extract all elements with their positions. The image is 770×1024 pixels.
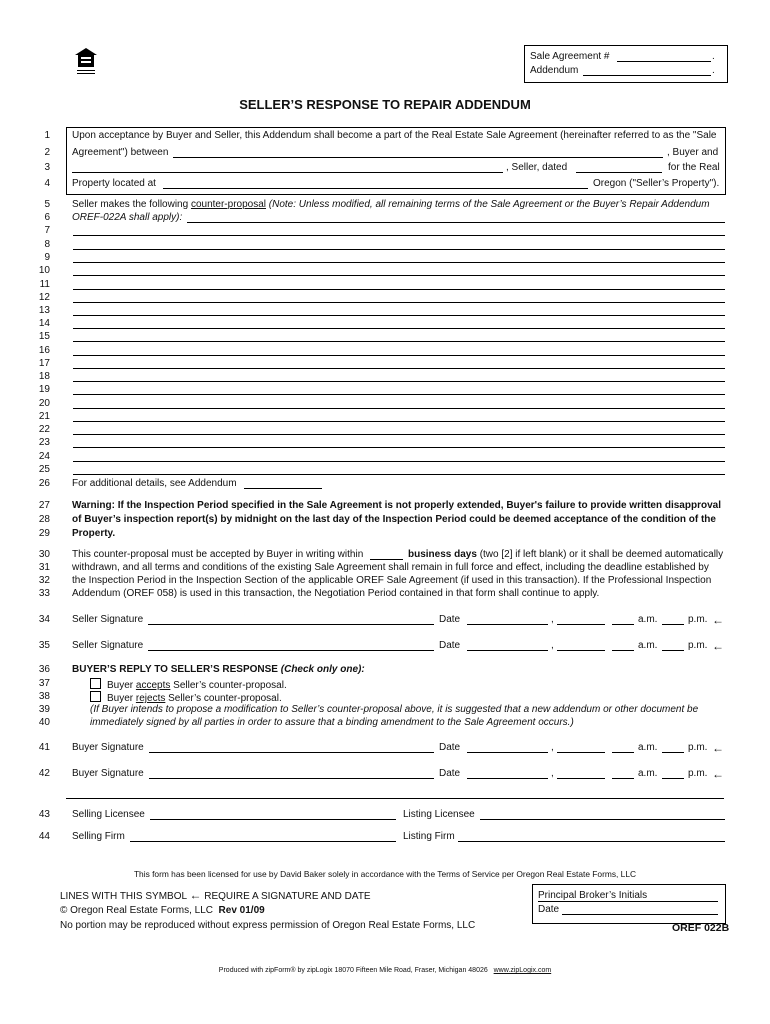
line-number: 38: [38, 691, 50, 702]
am-label: a.m.: [638, 768, 658, 779]
line-number: 35: [38, 640, 50, 651]
line-number: 39: [38, 704, 50, 715]
pm-label: p.m.: [688, 614, 708, 625]
principal-broker-date-label: Date: [538, 904, 560, 915]
buyer-reply-heading: BUYER’S REPLY TO SELLER’S RESPONSE (Check only one):: [72, 664, 365, 675]
selling-licensee-label: Selling Licensee: [72, 809, 145, 820]
page-title: SELLER’S RESPONSE TO REPAIR ADDENDUM: [239, 97, 531, 112]
warning-line-29: Property.: [72, 528, 116, 539]
ampm-field[interactable]: [662, 778, 684, 779]
counter-proposal-line[interactable]: [73, 315, 725, 316]
listing-firm-label: Listing Firm: [403, 831, 455, 842]
line-number: 27: [38, 500, 50, 511]
line-number: 5: [44, 199, 50, 210]
warning-line-27: Warning: If the Inspection Period specified in the Sale Agreement is not properly extended, Buyer's failure to provide written disapproval: [72, 500, 721, 511]
agreement-date-field[interactable]: [576, 172, 662, 173]
counter-proposal-line[interactable]: [73, 368, 725, 369]
acceptance-line-31: withdrawn, and all terms and conditions of the existing Sale Agreement shall remain in full force and effect, including the deadline established by: [72, 562, 709, 573]
line-number: 9: [44, 252, 50, 263]
ampm-field[interactable]: [662, 624, 684, 625]
date-field[interactable]: [467, 624, 548, 625]
seller-signature-field[interactable]: [148, 624, 434, 625]
seller-names-field[interactable]: [72, 172, 503, 173]
line-number: 25: [38, 464, 50, 475]
am-label: a.m.: [638, 614, 658, 625]
listing-licensee-label: Listing Licensee: [403, 809, 475, 820]
pm-label: p.m.: [688, 742, 708, 753]
date-label: Date: [439, 640, 461, 651]
intro-line-4a: Property located at: [72, 178, 156, 189]
selling-firm-field[interactable]: [130, 841, 396, 842]
line-number: 21: [38, 411, 50, 422]
signature-arrow-icon: ←: [712, 741, 724, 755]
buyer-signature-label: Buyer Signature: [72, 768, 144, 779]
counter-proposal-line[interactable]: [73, 289, 725, 290]
line-number: 1: [44, 130, 50, 141]
date-comma: ,: [551, 742, 554, 753]
line-number: 34: [38, 614, 50, 625]
principal-broker-initials-field[interactable]: [538, 901, 718, 902]
year-field[interactable]: [557, 752, 605, 753]
counter-field-6[interactable]: [187, 222, 725, 223]
line-number: 23: [38, 437, 50, 448]
ampm-field[interactable]: [662, 650, 684, 651]
equal-housing-logo: [74, 47, 98, 77]
time-field[interactable]: [612, 752, 634, 753]
counter-proposal-line[interactable]: [73, 461, 725, 462]
line-number: 18: [38, 371, 50, 382]
date-field[interactable]: [467, 778, 548, 779]
year-field[interactable]: [557, 778, 605, 779]
seller-signature-field[interactable]: [148, 650, 434, 651]
date-label: Date: [439, 614, 461, 625]
rejects-checkbox[interactable]: [90, 691, 101, 702]
line-number: 11: [39, 279, 50, 290]
line-number: 6: [44, 212, 50, 223]
date-field[interactable]: [467, 650, 548, 651]
counter-proposal-line[interactable]: [73, 381, 725, 382]
year-field[interactable]: [557, 624, 605, 625]
property-address-field[interactable]: [163, 188, 588, 189]
ampm-field[interactable]: [662, 752, 684, 753]
pm-label: p.m.: [688, 640, 708, 651]
time-field[interactable]: [612, 624, 634, 625]
signature-symbol-note: LINES WITH THIS SYMBOL ← REQUIRE A SIGNATURE AND DATE: [60, 888, 371, 902]
buyer-names-field[interactable]: [173, 157, 663, 158]
date-label: Date: [439, 742, 461, 753]
line-number: 13: [38, 305, 50, 316]
line-number: 41: [38, 742, 50, 753]
buyer-reply-line-39: (If Buyer intends to propose a modification to Seller’s counter-proposal above, it is suggested that a new addendum or other document be: [90, 704, 699, 715]
pm-label: p.m.: [688, 768, 708, 779]
line-number: 43: [38, 809, 50, 820]
signature-arrow-icon: ←: [712, 767, 724, 781]
no-portion-note: No portion may be reproduced without express permission of Oregon Real Estate Forms, LLC: [60, 920, 476, 931]
line-number: 20: [38, 398, 50, 409]
line-number: 36: [38, 664, 50, 675]
line-number: 26: [38, 478, 50, 489]
counter-proposal-line[interactable]: [73, 434, 725, 435]
counter-lead: Seller makes the following counter-proposal (Note: Unless modified, all remaining terms of the Sale Agreement or the Buyer’s Repair Addendum: [72, 199, 710, 210]
acceptance-line-33: Addendum (OREF 058) is used in this transaction, the Negotiation Period contained in that form shall continue to apply.: [72, 588, 600, 599]
seller-signature-label: Seller Signature: [72, 640, 144, 651]
additional-addendum-field[interactable]: [244, 488, 322, 489]
addendum-label: Addendum: [530, 65, 579, 76]
line-number: 40: [38, 717, 50, 728]
line-number: 31: [38, 562, 50, 573]
counter-proposal-line[interactable]: [73, 341, 725, 342]
ziplogix-link[interactable]: www.zipLogix.com: [493, 967, 552, 974]
counter-proposal-line[interactable]: [73, 235, 725, 236]
intro-line-3b: for the Real: [668, 162, 720, 173]
copyright-line: © Oregon Real Estate Forms, LLC Rev 01/09: [60, 905, 265, 916]
date-field[interactable]: [467, 752, 548, 753]
divider: [66, 798, 724, 799]
line-number: 37: [38, 678, 50, 689]
buyer-rejects-option[interactable]: Buyer rejects Seller’s counter-proposal.: [90, 691, 282, 704]
year-field[interactable]: [557, 650, 605, 651]
signature-arrow-icon: ←: [712, 613, 724, 627]
line-number: 3: [44, 162, 50, 173]
intro-line-3a: , Seller, dated: [506, 162, 568, 173]
line-number: 14: [38, 318, 50, 329]
signature-arrow-icon: ←: [189, 888, 202, 902]
line-number: 8: [44, 239, 50, 250]
line-number: 28: [38, 514, 50, 525]
date-comma: ,: [551, 614, 554, 625]
counter-line-6: OREF-022A shall apply):: [72, 212, 183, 223]
business-days-field[interactable]: [370, 559, 403, 560]
time-field[interactable]: [612, 650, 634, 651]
line-number: 29: [38, 528, 50, 539]
line-number: 4: [44, 178, 50, 189]
line-number: 30: [38, 549, 50, 560]
counter-proposal-line[interactable]: [73, 447, 725, 448]
warning-line-28: of Buyer’s inspection report(s) by midnight on the last day of the Inspection Period could be deemed acceptance of the condition of the: [72, 514, 716, 525]
sale-agreement-label: Sale Agreement #: [530, 51, 610, 62]
principal-broker-date-field[interactable]: [562, 914, 718, 915]
counter-proposal-line[interactable]: [73, 328, 725, 329]
intro-line-4b: Oregon ("Seller’s Property").: [593, 178, 720, 189]
counter-proposal-line[interactable]: [73, 394, 725, 395]
counter-proposal-line[interactable]: [73, 302, 725, 303]
produced-by: Produced with zipForm® by zipLogix 18070 Fifteen Mile Road, Fraser, Michigan 48026 www.zipLogix.com: [218, 967, 552, 974]
form-id: OREF 022B: [672, 922, 730, 934]
intro-line-2a: Agreement") between: [72, 147, 169, 158]
line-number: 44: [38, 831, 50, 842]
additional-details-label: For additional details, see Addendum: [72, 478, 237, 489]
selling-firm-label: Selling Firm: [72, 831, 125, 842]
buyer-signature-label: Buyer Signature: [72, 742, 144, 753]
counter-proposal-line[interactable]: [73, 262, 725, 263]
line-number: 7: [44, 225, 50, 236]
signature-arrow-icon: ←: [712, 639, 724, 653]
counter-proposal-line[interactable]: [73, 474, 725, 475]
seller-signature-label: Seller Signature: [72, 614, 144, 625]
counter-proposal-line[interactable]: [73, 408, 725, 409]
buyer-signature-field[interactable]: [149, 778, 434, 779]
time-field[interactable]: [612, 778, 634, 779]
line-number: 2: [44, 147, 50, 158]
date-label: Date: [439, 768, 461, 779]
line-number: 15: [38, 331, 50, 342]
line-number: 19: [38, 384, 50, 395]
line-number: 10: [38, 265, 50, 276]
buyer-signature-field[interactable]: [149, 752, 434, 753]
addendum-number-field[interactable]: [583, 75, 711, 76]
line-number: 12: [38, 292, 50, 303]
acceptance-line-32: the Inspection Period in the Inspection Section of the applicable OREF Sale Agreement (if used in this transaction). If the Professional Inspection: [72, 575, 712, 586]
counter-proposal-line[interactable]: [73, 275, 725, 276]
intro-line-1: Upon acceptance by Buyer and Seller, this Addendum shall become a part of the Real Estate Sale Agreement (hereinafter referred to as the "Sale: [72, 130, 717, 141]
am-label: a.m.: [638, 640, 658, 651]
date-comma: ,: [551, 768, 554, 779]
line-number: 16: [38, 345, 50, 356]
principal-broker-initials-label: Principal Broker’s Initials: [538, 890, 648, 901]
acceptance-line-30b: business days (two [2] if left blank) or it shall be deemed automatically: [408, 549, 724, 560]
counter-proposal-line[interactable]: [73, 355, 725, 356]
counter-proposal-line[interactable]: [73, 421, 725, 422]
selling-licensee-field[interactable]: [150, 819, 396, 820]
acceptance-line-30a: This counter-proposal must be accepted by Buyer in writing within: [72, 549, 364, 560]
listing-firm-field[interactable]: [458, 841, 725, 842]
line-number: 32: [38, 575, 50, 586]
buyer-reply-line-40: immediately signed by all parties in order to assure that a binding amendment to the Sale Agreement occurs.): [90, 717, 574, 728]
counter-proposal-line[interactable]: [73, 249, 725, 250]
license-note: This form has been licensed for use by David Baker solely in accordance with the Terms of Service per Oregon Real Estate Forms, LLC: [133, 869, 637, 879]
am-label: a.m.: [638, 742, 658, 753]
accepts-checkbox[interactable]: [90, 678, 101, 689]
listing-licensee-field[interactable]: [480, 819, 725, 820]
line-number: 42: [38, 768, 50, 779]
sale-agreement-field[interactable]: [617, 61, 711, 62]
line-number: 24: [38, 451, 50, 462]
buyer-accepts-option[interactable]: Buyer accepts Seller’s counter-proposal.: [90, 678, 287, 691]
line-number: 22: [38, 424, 50, 435]
intro-line-2b: , Buyer and: [667, 147, 719, 158]
date-comma: ,: [551, 640, 554, 651]
line-number: 17: [38, 358, 50, 369]
line-number: 33: [38, 588, 50, 599]
